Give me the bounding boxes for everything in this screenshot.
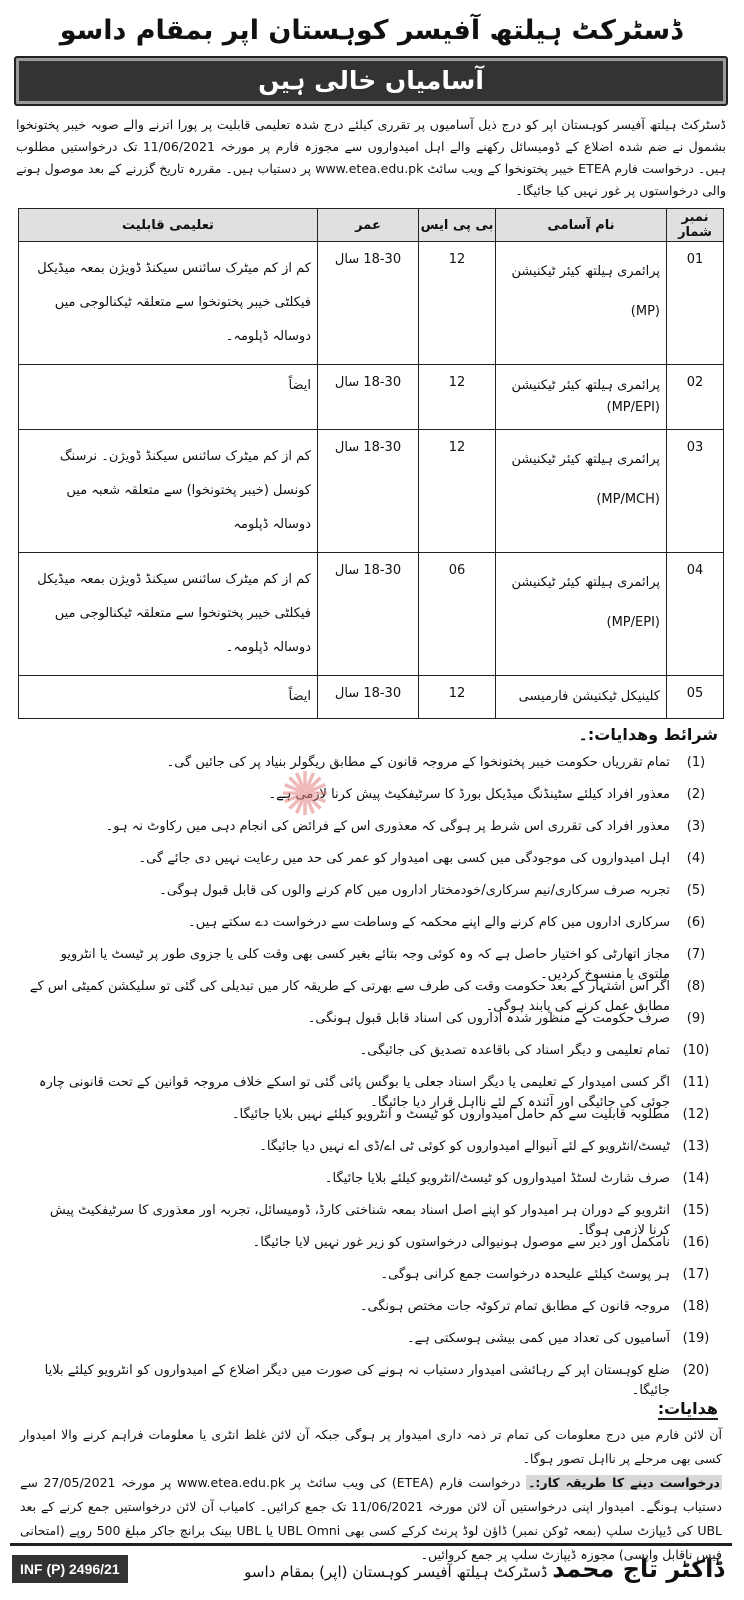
list-item xyxy=(20,1009,722,1041)
item-number: (2) xyxy=(686,787,706,802)
banner-frame xyxy=(14,56,728,106)
item-number: (13) xyxy=(682,1139,710,1154)
header-post: نام آسامی xyxy=(496,209,667,242)
cell-bps: 12 xyxy=(419,676,496,719)
header-bps: بی پی ایس xyxy=(419,209,496,242)
list-item xyxy=(20,945,722,982)
cell-bps: 06 xyxy=(419,553,496,676)
list-item xyxy=(20,1169,722,1201)
item-text: معذور افراد کی تقرری اس شرط پر ہوگی کہ معذوری اس کے فرائض کی انجام دہی میں رکاوٹ نہ ہو۔ xyxy=(105,819,670,834)
cell-age: 18-30 سال xyxy=(318,676,419,719)
cell-serial: 04 xyxy=(667,553,724,676)
officer-name: ڈاکٹر تاج محمد xyxy=(552,1555,724,1583)
header-qualification: تعلیمی قابلیت xyxy=(19,209,318,242)
item-text: آسامیوں کی تعداد میں کمی بیشی ہوسکتی ہے۔ xyxy=(407,1331,670,1346)
item-text: صرف شارٹ لسٹڈ امیدواروں کو ٹیسٹ/انٹرویو کیلئے بلایا جائیگا۔ xyxy=(324,1171,670,1186)
application-method-text: درخواست فارم (ETEA) کی ویب سائٹ پر www.etea.edu.pk پر مورخہ 27/05/2021 سے دستیاب ہونگے۔ امیدوار اپنی درخواستیں آن لائن مورخہ 11/06/2021 تک جمع کرائیں۔ کامیاب آن لائن درخواستیں جمع کرنے کے بعد UBL کی ڈیپازٹ سلپ (بمعہ ٹوکن نمبر) ڈاؤن لوڈ پرنٹ کرکے کسی بھی UBL Omni یا UBL بینک برانچ جاکر مبلغ 500 روپے (امتحانی فیس ناقابل واپسی) مجوزہ ڈیپازٹ سلپ پر جمع کروائیں۔ xyxy=(20,1475,723,1562)
cell-bps: 12 xyxy=(419,430,496,553)
item-text: مجاز اتھارٹی کو اختیار حاصل ہے کہ وہ کوئی وجہ بتائے بغیر کسی بھی وقت کلی یا جزوی طور پر ٹیسٹ یا انٹرویو ملتوی یا منسوخ کردیں۔ xyxy=(60,947,670,982)
instructions-heading xyxy=(24,1399,718,1421)
cell-age: 18-30 سال xyxy=(318,553,419,676)
item-text: اہل امیدواروں کی موجودگی میں کسی بھی امیدوار کو عمر کی حد میں رعایت نہیں دی جائے گی۔ xyxy=(138,851,670,866)
list-item xyxy=(20,1233,722,1265)
list-item xyxy=(20,977,722,1014)
table-row xyxy=(19,242,724,365)
cell-post: پرائمری ہیلتھ کیئر ٹیکنیشن (MP/MCH) xyxy=(496,430,667,553)
cell-serial: 05 xyxy=(667,676,724,719)
item-number: (18) xyxy=(682,1299,710,1314)
item-number: (5) xyxy=(686,883,706,898)
item-text: ہر پوسٹ کیلئے علیحدہ درخواست جمع کرانی ہوگی۔ xyxy=(380,1267,670,1282)
list-item xyxy=(20,1265,722,1297)
table-row xyxy=(19,365,724,430)
list-item xyxy=(20,881,722,913)
instructions-line: آن لائن فارم میں درج معلومات کی تمام تر ذمہ داری امیدوار پر ہوگی جبکہ آن لائن غلط انٹری یا معلومات فراہم کرنے والا امیدوار کسی بھی مرحلے پر نااہل تصور ہوگا۔ xyxy=(20,1427,722,1466)
item-text: تجربہ صرف سرکاری/نیم سرکاری/خودمختار اداروں میں کام کرنے والوں کی قابل قبول ہوگی۔ xyxy=(159,883,670,898)
list-item xyxy=(20,1073,722,1110)
table-row xyxy=(19,553,724,676)
item-number: (4) xyxy=(686,851,706,866)
cell-post: کلینیکل ٹیکنیشن فارمیسی xyxy=(496,676,667,719)
cell-qualification: کم از کم میٹرک سائنس سیکنڈ ڈویژن۔ نرسنگ کونسل (خیبر پختونخوا) سے متعلقہ شعبہ میں دوسالہ ڈپلومہ xyxy=(19,430,318,553)
cell-qualification: ایضاً xyxy=(19,365,318,430)
cell-age: 18-30 سال xyxy=(318,430,419,553)
item-text: صرف حکومت کے منظور شدہ اداروں کی اسناد قابل قبول ہونگی۔ xyxy=(307,1011,670,1026)
cell-serial: 02 xyxy=(667,365,724,430)
item-text: ضلع کوہستان اپر کے رہائشی امیدوار دستیاب نہ ہونے کی صورت میں دیگر اضلاع کے امیدواروں کو انٹرویو کیلئے بلایا جائیگا۔ xyxy=(44,1363,670,1398)
item-text: تمام تقرریاں حکومت خیبر پختونخوا کے مروجہ قانون کے مطابق ریگولر بنیاد پر کی جائیں گی۔ xyxy=(166,755,670,770)
list-item xyxy=(20,1297,722,1329)
list-item xyxy=(20,817,722,849)
item-number: (12) xyxy=(682,1107,710,1122)
item-number: (3) xyxy=(686,819,706,834)
cell-serial: 03 xyxy=(667,430,724,553)
list-item xyxy=(20,1105,722,1137)
cell-bps: 12 xyxy=(419,365,496,430)
list-item xyxy=(20,1361,722,1398)
list-item xyxy=(20,849,722,881)
item-text: سرکاری اداروں میں کام کرنے والے اپنے محکمہ کے وساطت سے درخواست دے سکتے ہیں۔ xyxy=(188,915,670,930)
item-number: (15) xyxy=(682,1203,710,1218)
conditions-heading: شرائط وھدایات:۔ xyxy=(578,725,718,744)
table-row xyxy=(19,676,724,719)
list-item xyxy=(20,1137,722,1169)
cell-age: 18-30 سال xyxy=(318,365,419,430)
item-number: (8) xyxy=(686,979,706,994)
vacancies-banner: آسامیاں خالی ہیں xyxy=(19,61,723,101)
item-text: تمام تعلیمی و دیگر اسناد کی باقاعدہ تصدیق کی جائیگی۔ xyxy=(359,1043,670,1058)
item-number: (10) xyxy=(682,1043,710,1058)
item-text: معذور افراد کیلئے سٹینڈنگ میڈیکل بورڈ کا سرٹیفکیٹ پیش کرنا لازمی ہے۔ xyxy=(268,787,670,802)
cell-post: پرائمری ہیلتھ کیئر ٹیکنیشن (MP) xyxy=(496,242,667,365)
list-item xyxy=(20,913,722,945)
list-item xyxy=(20,1201,722,1238)
instructions-heading-text: ھدایات: xyxy=(657,1399,718,1418)
item-text: اگر اس اشتہار کے بعد حکومت وقت کی طرف سے بھرتی کے طریقہ کار میں تبدیلی کی گئی تو سلیکشن کمیٹی اس کے مطابق عمل کرنے کی پابند ہوگی۔ xyxy=(29,979,670,1014)
cell-post: پرائمری ہیلتھ کیئر ٹیکنیشن (MP/EPI) xyxy=(496,553,667,676)
item-text: اگر کسی امیدوار کے تعلیمی یا دیگر اسناد جعلی یا بوگس پائی گئی تو اسکے خلاف مروجہ قوانین کے تحت قانونی چارہ جوئی کی جائیگی اور آئندہ کے لئے نااہل قرار دیا جائیگا۔ xyxy=(38,1075,670,1110)
cell-age: 18-30 سال xyxy=(318,242,419,365)
header-age: عمر xyxy=(318,209,419,242)
item-text: ٹیسٹ/انٹرویو کے لئے آنیوالے امیدواروں کو کوئی ٹی اے/ڈی اے نہیں دیا جائیگا۔ xyxy=(259,1139,670,1154)
signature-block xyxy=(128,1555,732,1583)
cell-qualification: کم از کم میٹرک سائنس سیکنڈ ڈویژن بمعہ میڈیکل فیکلٹی خیبر پختونخوا سے متعلقہ ٹیکنالوجی میں دوسالہ ڈپلومہ۔ xyxy=(19,242,318,365)
footer xyxy=(10,1543,732,1592)
item-number: (11) xyxy=(682,1075,710,1090)
item-text: نامکمل اور دیر سے موصول ہونیوالی درخواستوں کو زیر غور نہیں لایا جائیگا۔ xyxy=(252,1235,670,1250)
item-number: (7) xyxy=(686,947,706,962)
item-text: مطلوبہ قابلیت سے کم حامل امیدواروں کو ٹیسٹ و انٹرویو کیلئے نہیں بلایا جائیگا۔ xyxy=(231,1107,670,1122)
item-number: (19) xyxy=(682,1331,710,1346)
item-number: (6) xyxy=(686,915,706,930)
list-item xyxy=(20,753,722,785)
item-number: (20) xyxy=(682,1363,710,1378)
item-number: (14) xyxy=(682,1171,710,1186)
cell-qualification: کم از کم میٹرک سائنس سیکنڈ ڈویژن بمعہ میڈیکل فیکلٹی خیبر پختونخوا سے متعلقہ ٹیکنالوجی میں دوسالہ ڈپلومہ۔ xyxy=(19,553,318,676)
cell-post: پرائمری ہیلتھ کیئر ٹیکنیشن (MP/EPI) xyxy=(496,365,667,430)
vacancies-table xyxy=(18,208,724,719)
advertisement-page xyxy=(10,8,732,1592)
watermark-logo: ✺ xyxy=(279,760,331,830)
application-method-label: درخواست دینے کا طریقہ کار:۔ xyxy=(528,1475,720,1490)
item-number: (17) xyxy=(682,1267,710,1282)
item-number: (9) xyxy=(686,1011,706,1026)
table-header-row xyxy=(19,209,724,242)
list-item xyxy=(20,1041,722,1073)
list-item xyxy=(20,785,722,817)
cell-serial: 01 xyxy=(667,242,724,365)
officer-designation: ڈسٹرکٹ ہیلتھ آفیسر کوہستان (اپر) بمقام داسو xyxy=(244,1563,548,1581)
reference-number: INF (P) 2496/21 xyxy=(12,1555,128,1583)
cell-bps: 12 xyxy=(419,242,496,365)
table-row xyxy=(19,430,724,553)
cell-qualification: ایضاً xyxy=(19,676,318,719)
page-title: ڈسٹرکٹ ہیلتھ آفیسر کوہستان اپر بمقام داسو xyxy=(59,15,683,46)
item-text: انٹرویو کے دوران ہر امیدوار کو اپنے اصل اسناد بمعہ شناختی کارڈ، ڈومیسائل، تجربہ اور معذوری کا سرٹیفکیٹ پیش کرنا لازمی ہوگا۔ xyxy=(49,1203,670,1238)
conditions-list xyxy=(20,753,722,1398)
header-serial: نمبر شمار xyxy=(667,209,724,242)
item-number: (1) xyxy=(686,755,706,770)
intro-paragraph: ڈسٹرکٹ ہیلتھ آفیسر کوہستان اپر کو درج ذیل آسامیوں پر تقرری کیلئے درج شدہ تعلیمی قابلیت پر پورا اترنے والے صوبہ خیبر پختونخوا بشمول نے ضم شدہ اضلاع کے ڈومیسائل رکھنے والے اہل امیدواروں سے مجوزہ فارم پر مورخہ 11/06/2021 تک درخواستیں مطلوب ہیں۔ درخواست فارم ETEA خیبر پختونخوا کے ویب سائٹ www.etea.edu.pk پر دستیاب ہیں۔ مقررہ تاریخ گزرنے کے بعد موصول ہونے والی درخواستوں پر غور نہیں کیا جائیگا۔ xyxy=(16,117,726,198)
list-item xyxy=(20,1329,722,1361)
item-number: (16) xyxy=(682,1235,710,1250)
item-text: مروجہ قانون کے مطابق تمام ترکوٹہ جات مختص ہونگی۔ xyxy=(359,1299,670,1314)
